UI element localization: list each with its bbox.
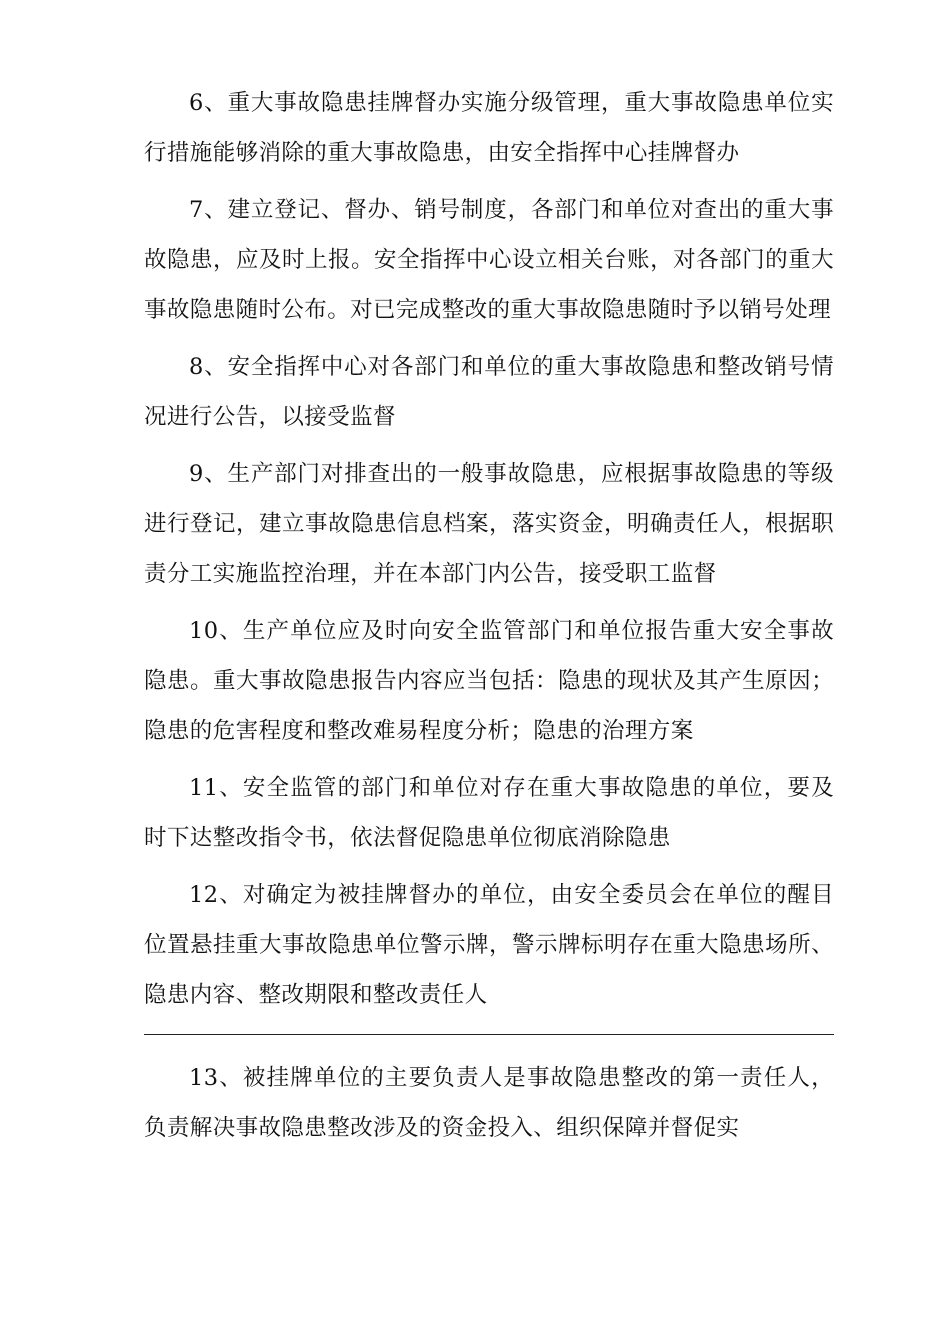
paragraph-item-11: 11、安全监管的部门和单位对存在重大事故隐患的单位，要及时下达整改指令书，依法督促隐患单位彻底消除隐患 <box>144 775 834 851</box>
paragraph-item-9: 9、生产部门对排查出的一般事故隐患，应根据事故隐患的等级进行登记，建立事故隐患信息档案，落实资金，明确责任人，根据职责分工实施监控治理，并在本部门内公告，接受职工监督 <box>144 461 834 587</box>
paragraph-item-8: 8、安全指挥中心对各部门和单位的重大事故隐患和整改销号情况进行公告，以接受监督 <box>144 354 834 430</box>
section-divider <box>144 1034 834 1035</box>
paragraph-item-6: 6、重大事故隐患挂牌督办实施分级管理，重大事故隐患单位实行措施能够消除的重大事故隐患，由安全指挥中心挂牌督办 <box>144 90 834 166</box>
paragraph-item-10: 10、生产单位应及时向安全监管部门和单位报告重大安全事故隐患。重大事故隐患报告内容应当包括：隐患的现状及其产生原因；隐患的危害程度和整改难易程度分析；隐患的治理方案 <box>144 618 834 744</box>
document-page <box>144 78 834 1160</box>
paragraph-item-7: 7、建立登记、督办、销号制度，各部门和单位对查出的重大事故隐患，应及时上报。安全指挥中心设立相关台账，对各部门的重大事故隐患随时公布。对已完成整改的重大事故隐患随时予以销号处理 <box>144 197 834 323</box>
paragraph-item-12: 12、对确定为被挂牌督办的单位，由安全委员会在单位的醒目位置悬挂重大事故隐患单位警示牌，警示牌标明存在重大隐患场所、隐患内容、整改期限和整改责任人 <box>144 882 834 1008</box>
paragraph-item-13: 13、被挂牌单位的主要负责人是事故隐患整改的第一责任人，负责解决事故隐患整改涉及的资金投入、组织保障并督促实 <box>144 1065 834 1141</box>
